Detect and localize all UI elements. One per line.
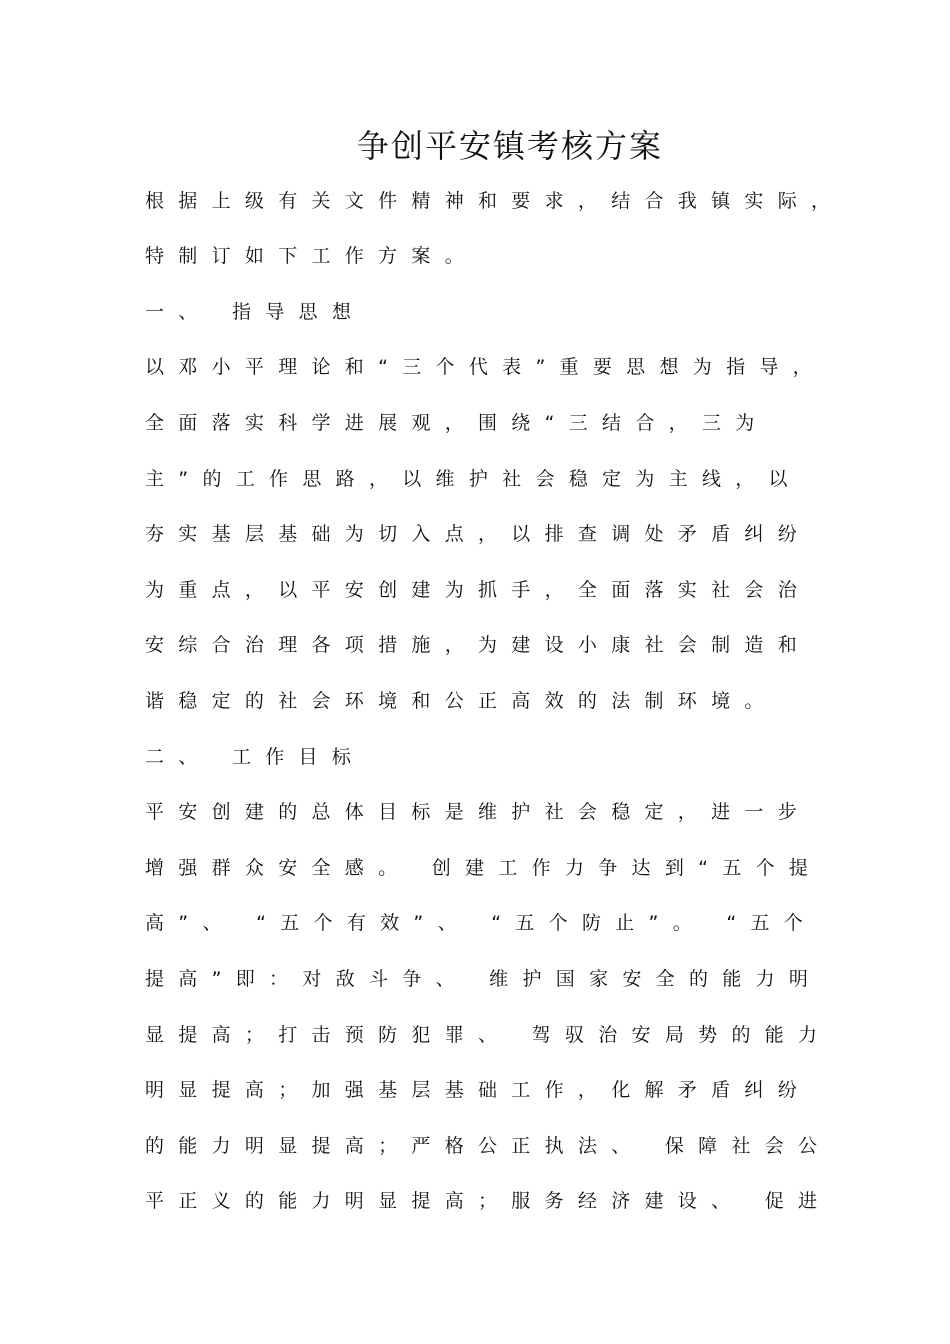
section-heading: 一、 指导思想 (145, 301, 366, 323)
body-line: 夯实基层基础为切入点，以排查调处矛盾纠纷 (145, 523, 812, 545)
body-line: 以邓小平理论和“三个代表”重要思想为指导， (145, 356, 826, 378)
body-line: 根据上级有关文件精神和要求，结合我镇实际， (145, 190, 845, 212)
body-line: 明显提高；加强基层基础工作，化解矛盾纠纷 (145, 1079, 812, 1101)
body-line: 高”、 “五个有效”、 “五个防止”。 “五个 (145, 912, 818, 934)
body-line: 提高”即：对敌斗争、 维护国家安全的能力明 (145, 968, 823, 990)
body-line: 为重点，以平安创建为抓手，全面落实社会治 (145, 579, 812, 601)
body-line: 全面落实科学进展观，围绕“三结合，三为 (145, 412, 769, 434)
body-line: 增强群众安全感。 创建工作力争达到“五个提 (145, 857, 823, 879)
document-title: 争创平安镇考核方案 (356, 127, 663, 165)
body-line: 平安创建的总体目标是维护社会稳定，进一步 (145, 801, 812, 823)
body-line: 安综合治理各项措施，为建设小康社会制造和 (145, 634, 812, 656)
body-line: 特制订如下工作方案。 (145, 245, 479, 267)
body-line: 平正义的能力明显提高；服务经济建设、 促进 (145, 1190, 832, 1212)
section-heading: 二、 工作目标 (145, 746, 366, 768)
body-line: 主”的工作思路，以维护社会稳定为主线，以 (145, 468, 802, 490)
body-line: 的能力明显提高；严格公正执法、 保障社会公 (145, 1135, 832, 1157)
body-line: 谐稳定的社会环境和公正高效的法制环境。 (145, 690, 778, 712)
body-line: 显提高；打击预防犯罪、 驾驭治安局势的能力 (145, 1024, 832, 1046)
